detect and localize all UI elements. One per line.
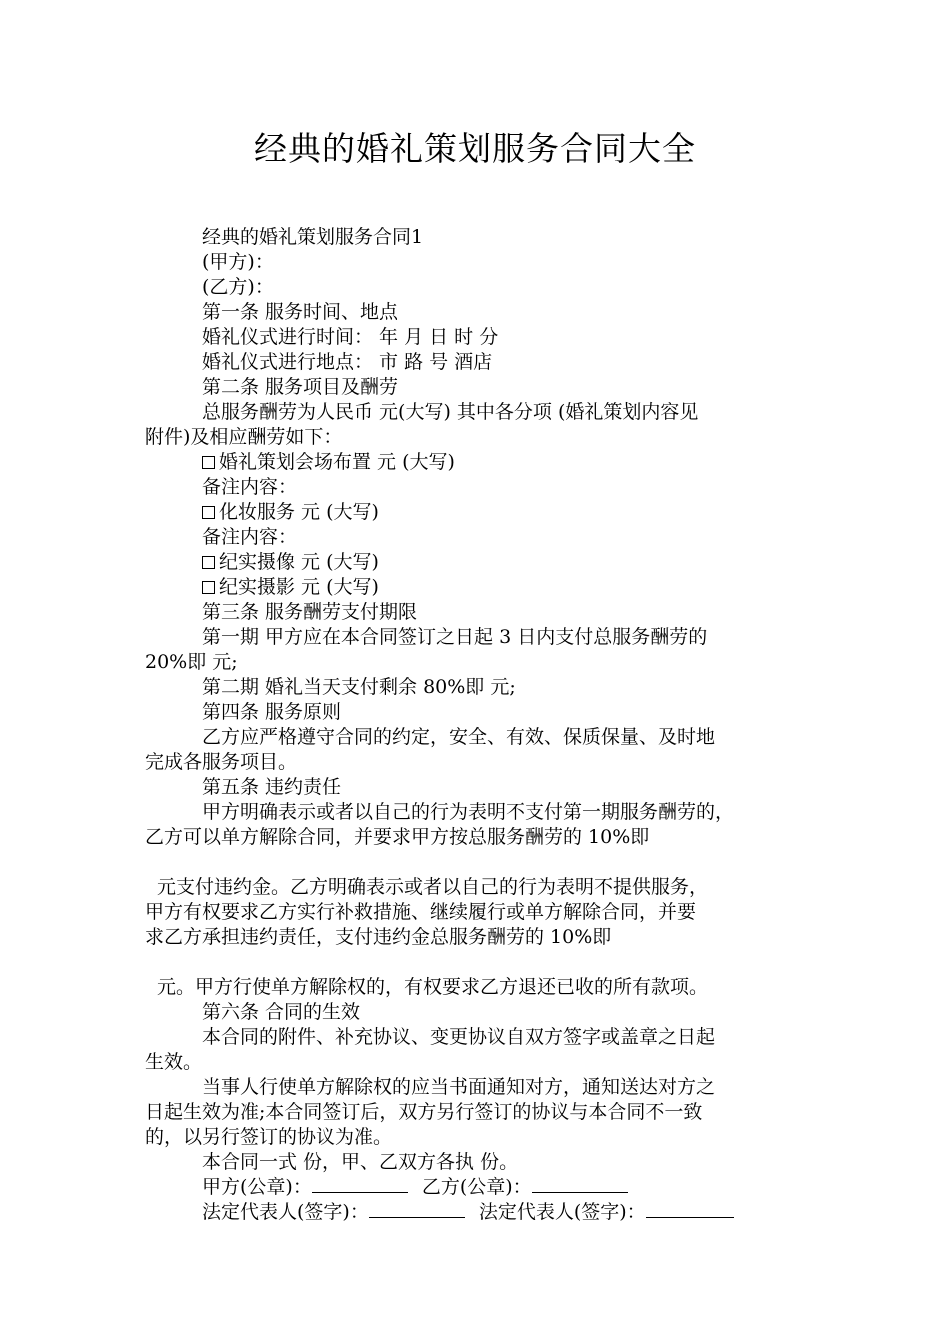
payment-phase-1-line-1: 第一期 甲方应在本合同签订之日起 3 日内支付总服务酬劳的 xyxy=(202,626,708,648)
payment-phase-2: 第二期 婚礼当天支付剩余 80%即 元; xyxy=(202,676,516,698)
article-5-text-4: 甲方有权要求乙方实行补救措施、继续履行或单方解除合同，并要 xyxy=(145,901,697,923)
party-a-rep-label: 法定代表人(签字)： xyxy=(202,1201,369,1223)
article-6-text-3: 当事人行使单方解除权的应当书面通知对方，通知送达对方之 xyxy=(202,1076,716,1098)
total-fee-line-2: 附件)及相应酬劳如下： xyxy=(145,426,343,448)
item-photo xyxy=(145,575,810,600)
article-4-text-2: 完成各服务项目。 xyxy=(145,751,298,773)
contract-body xyxy=(145,225,810,1225)
party-b-seal-label: 乙方(公章)： xyxy=(421,1176,532,1198)
party-b-label: (乙方)： xyxy=(202,276,274,298)
article-6-title: 第六条 合同的生效 xyxy=(202,1001,361,1023)
ceremony-time: 婚礼仪式进行时间： 年 月 日 时 分 xyxy=(202,326,499,348)
article-5-text-1: 甲方明确表示或者以自己的行为表明不支付第一期服务酬劳的， xyxy=(202,801,735,823)
payment-phase-1-line-2: 20%即 元; xyxy=(145,651,238,673)
representative-row xyxy=(145,1200,810,1225)
item-makeup-label: 化妆服务 元 (大写) xyxy=(219,501,379,523)
document-title: 经典的婚礼策划服务合同大全 xyxy=(254,129,696,168)
party-b-rep-label: 法定代表人(签字)： xyxy=(478,1201,646,1223)
item-venue xyxy=(145,450,810,475)
article-6-text-1: 本合同的附件、补充协议、变更协议自双方签字或盖章之日起 xyxy=(202,1026,716,1048)
article-5-text-6: 元。甲方行使单方解除权的，有权要求乙方退还已收的所有款项。 xyxy=(157,976,709,998)
party-a-rep-field[interactable] xyxy=(369,1200,465,1218)
item-venue-label: 婚礼策划会场布置 元 (大写) xyxy=(219,451,455,473)
spacer xyxy=(145,950,810,975)
item-video-label: 纪实摄像 元 (大写) xyxy=(219,551,379,573)
article-3-title: 第三条 服务酬劳支付期限 xyxy=(202,601,418,623)
article-5-text-5: 求乙方承担违约责任，支付违约金总服务酬劳的 10%即 xyxy=(145,926,612,948)
article-1-title: 第一条 服务时间、地点 xyxy=(202,301,399,323)
seal-row xyxy=(145,1175,810,1200)
article-5-title: 第五条 违约责任 xyxy=(202,776,342,798)
party-b-seal-field[interactable] xyxy=(532,1175,628,1193)
contract-heading: 经典的婚礼策划服务合同1 xyxy=(202,226,424,248)
checkbox-icon[interactable] xyxy=(202,456,215,469)
total-fee-line-1: 总服务酬劳为人民币 元(大写) 其中各分项 (婚礼策划内容见 xyxy=(202,401,699,423)
item-photo-label: 纪实摄影 元 (大写) xyxy=(219,576,379,598)
item-video xyxy=(145,550,810,575)
remark-1: 备注内容： xyxy=(202,476,298,498)
checkbox-icon[interactable] xyxy=(202,506,215,519)
spacer xyxy=(145,850,810,875)
party-b-rep-field[interactable] xyxy=(646,1200,734,1218)
ceremony-place: 婚礼仪式进行地点： 市 路 号 酒店 xyxy=(202,351,493,373)
party-a-label: (甲方)： xyxy=(202,251,274,273)
article-5-text-2: 乙方可以单方解除合同，并要求甲方按总服务酬劳的 10%即 xyxy=(145,826,650,848)
copies-clause: 本合同一式 份，甲、乙双方各执 份。 xyxy=(202,1151,519,1173)
article-4-title: 第四条 服务原则 xyxy=(202,701,342,723)
party-a-seal-label: 甲方(公章)： xyxy=(202,1176,312,1198)
article-6-text-2: 生效。 xyxy=(145,1051,203,1073)
party-a-seal-field[interactable] xyxy=(312,1175,408,1193)
item-makeup xyxy=(145,500,810,525)
checkbox-icon[interactable] xyxy=(202,581,215,594)
checkbox-icon[interactable] xyxy=(202,556,215,569)
article-4-text-1: 乙方应严格遵守合同的约定，安全、有效、保质保量、及时地 xyxy=(202,726,716,748)
article-2-title: 第二条 服务项目及酬劳 xyxy=(202,376,399,398)
article-5-text-3: 元支付违约金。乙方明确表示或者以自己的行为表明不提供服务， xyxy=(157,876,709,898)
article-6-text-5: 的，以另行签订的协议为准。 xyxy=(145,1126,393,1148)
remark-2: 备注内容： xyxy=(202,526,298,548)
article-6-text-4: 日起生效为准;本合同签订后，双方另行签订的协议与本合同不一致 xyxy=(145,1101,703,1123)
